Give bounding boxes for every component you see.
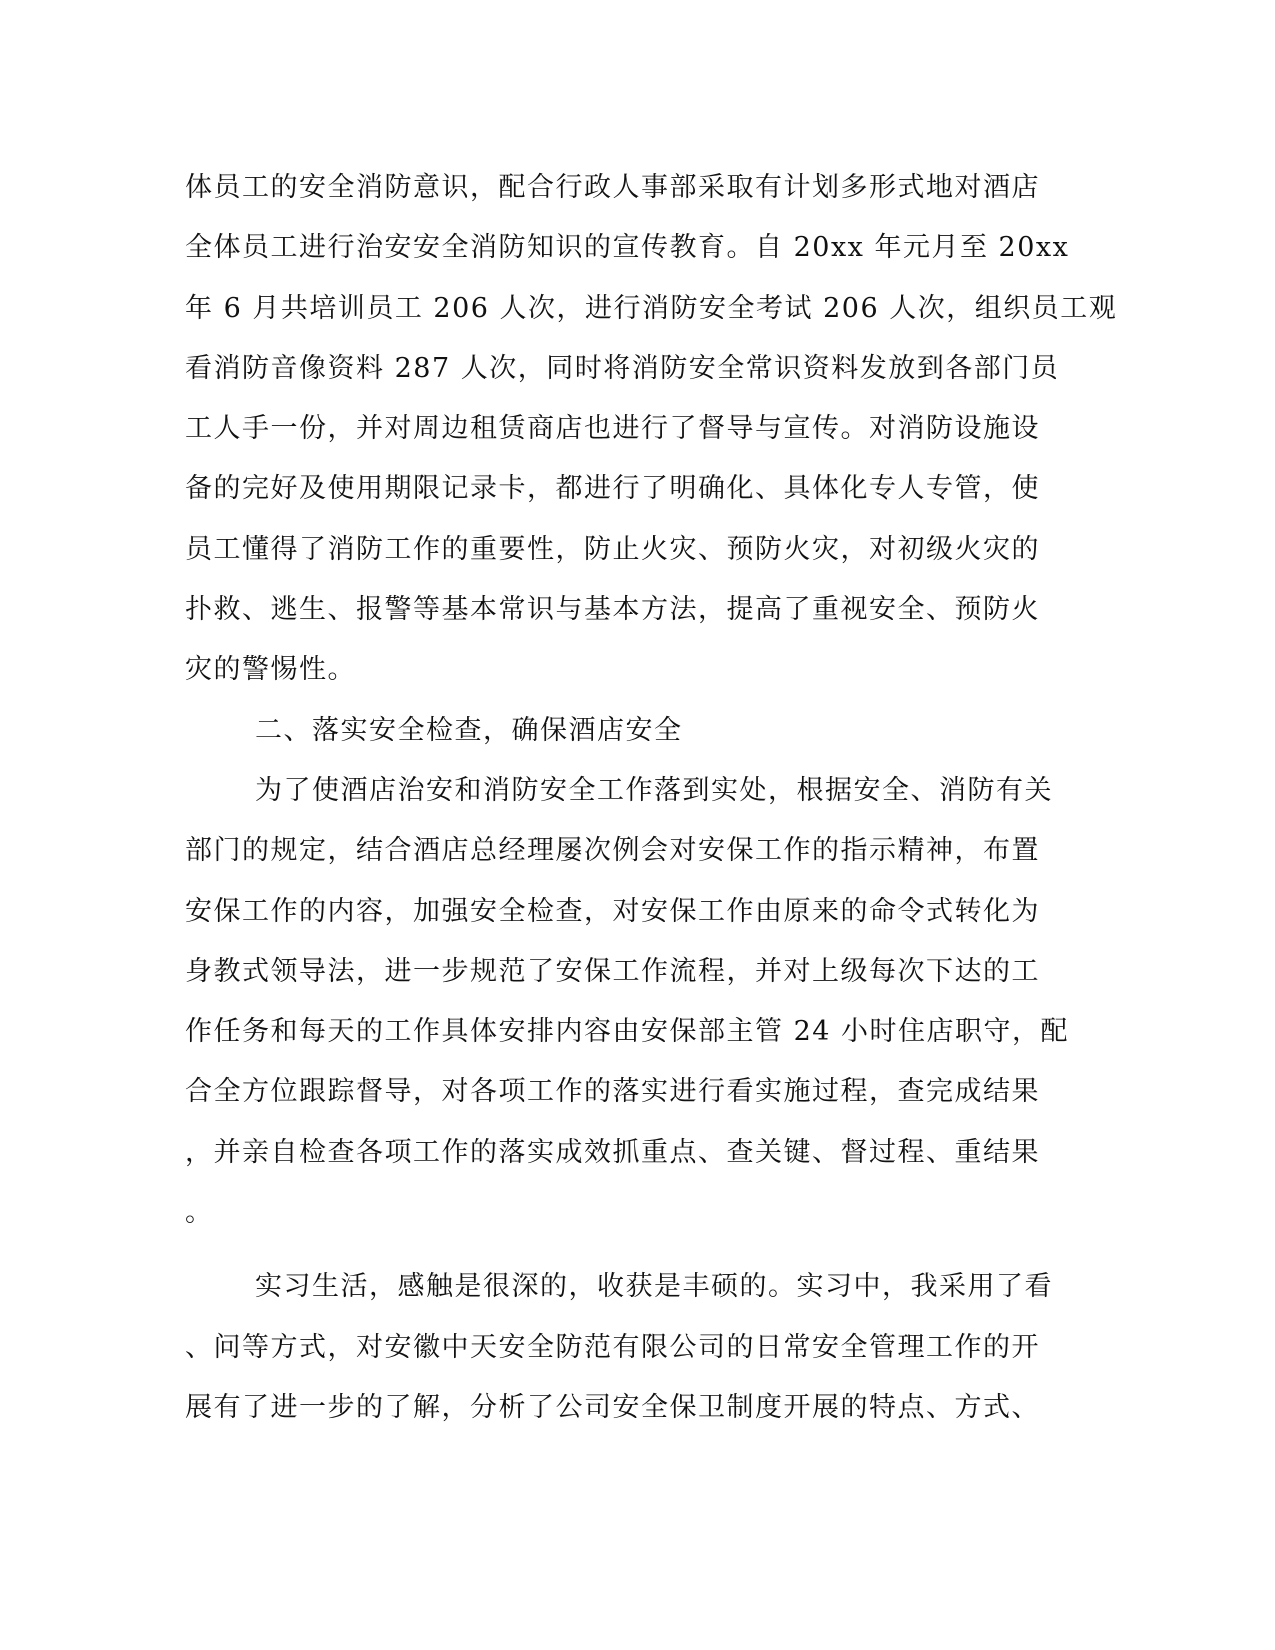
paragraph-line: 实习生活，感触是很深的，收获是丰硕的。实习中，我采用了看 xyxy=(255,1271,1053,1303)
paragraph-line: 扑救、逃生、报警等基本常识与基本方法，提高了重视安全、预防火 xyxy=(185,594,1040,626)
paragraph-line: 部门的规定，结合酒店总经理屡次例会对安保工作的指示精神，布置 xyxy=(185,835,1040,867)
paragraph-line: 备的完好及使用期限记录卡，都进行了明确化、具体化专人专管，使 xyxy=(185,473,1040,505)
paragraph-line: 合全方位跟踪督导，对各项工作的落实进行看实施过程，查完成结果 xyxy=(185,1076,1040,1108)
paragraph-line: 。 xyxy=(185,1197,214,1229)
document-body xyxy=(185,158,1118,1438)
paragraph-line: 体员工的安全消防意识，配合行政人事部采取有计划多形式地对酒店 xyxy=(185,172,1040,203)
paragraph-line: 工人手一份，并对周边租赁商店也进行了督导与宣传。对消防设施设 xyxy=(185,413,1040,445)
paragraph-line: 灾的警惕性。 xyxy=(185,654,356,686)
section-heading: 二、落实安全检查，确保酒店安全 xyxy=(255,714,683,746)
paragraph-line: 、问等方式，对安徽中天安全防范有限公司的日常安全管理工作的开 xyxy=(185,1331,1040,1363)
paragraph-line: 全体员工进行治安安全消防知识的宣传教育。自 20xx 年元月至 20xx xyxy=(185,232,1070,264)
paragraph-line: 员工懂得了消防工作的重要性，防止火灾、预防火灾，对初级火灾的 xyxy=(185,533,1040,565)
paragraph-line: 为了使酒店治安和消防安全工作落到实处，根据安全、消防有关 xyxy=(255,774,1053,806)
paragraph-line: 安保工作的内容，加强安全检查，对安保工作由原来的命令式转化为 xyxy=(185,895,1040,927)
paragraph-line: 看消防音像资料 287 人次，同时将消防安全常识资料发放到各部门员 xyxy=(185,352,1060,384)
paragraph-line: ，并亲自检查各项工作的落实成效抓重点、查关键、督过程、重结果 xyxy=(185,1136,1040,1168)
paragraph-line: 年 6 月共培训员工 206 人次，进行消防安全考试 206 人次，组织员工观 xyxy=(185,292,1118,324)
paragraph-line: 作任务和每天的工作具体安排内容由安保部主管 24 小时住店职守，配 xyxy=(185,1016,1070,1048)
paragraph-gap xyxy=(185,1243,1045,1257)
paragraph-line: 展有了进一步的了解，分析了公司安全保卫制度开展的特点、方式、 xyxy=(185,1391,1040,1423)
paragraph-line: 身教式领导法，进一步规范了安保工作流程，并对上级每次下达的工 xyxy=(185,955,1040,987)
